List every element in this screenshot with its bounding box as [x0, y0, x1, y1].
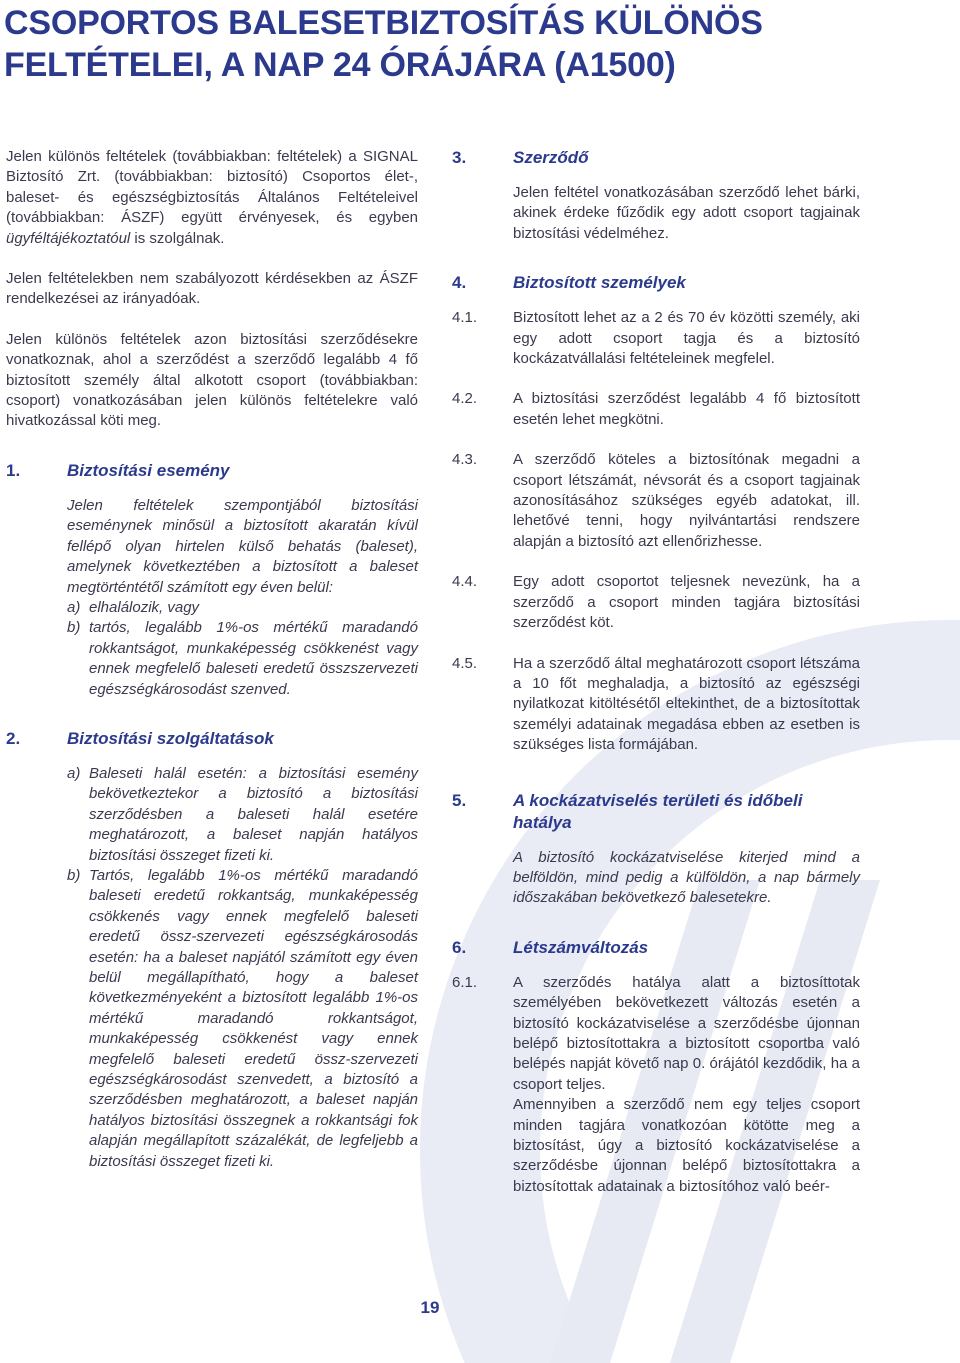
title-line-1: CSOPORTOS BALESETBIZTOSÍTÁS KÜLÖNÖS: [4, 4, 763, 42]
section-2-heading: 2. Biztosítási szolgáltatások: [6, 728, 274, 748]
section-1-body: Jelen feltételek szempontjából biztosítási eseménynek minősül a biztosított akaratán kívül fellépő olyan hirtelen külső behatás (baleset), amelynek következtében a biztosított a baleset megtörténtétől számított egy éven belül:: [67, 496, 418, 596]
section-2-item-b: b) Tartós, legalább 1%-os mértékű maradandó baleseti eredetű rokkantság, munkaképesség csökkenés vagy ennek megfelelő baleseti eredetű össz-szervezeti egészségkárosodás esetén: ha a baleset napjától számított egy éven belül megállapítható, hogy a baleset következményeként a biztosított legalább 1%-os mértékű maradandó rokkantságot, munkaképesség csökkenést vagy ennek megfelelő baleseti eredetű össz-szervezeti egészségkárosodást szenvedett, a biztosító a szerződésben meghatározott, a baleset napján hatályos biztosítási összegnek a rokkantsági fok alapján megállapított százalékát, de legfeljebb a biztosítási összeget fizeti ki.: [67, 866, 418, 1170]
section-4-item: 4.3. A szerződő köteles a biztosítónak megadni a csoport létszámát, névsorát és a csoport tagjainak azonosításához szükséges egyéb adatokat, ill. lehetővé tenni, hogy nyilvántartási rendszere alapján a biztosító azt ellenőrizhesse.: [452, 451, 860, 550]
right-column: [452, 147, 860, 1197]
section-6-paragraph-1: A szerződés hatálya alatt a biztosíttotak személyében bekövetkezett változás esetén a biztosító kockázatviselése a szerződésbe újonnan belépő biztosítottakra a biztosított csoportba való belépés napját követő nap 0. órájától kezdődik, ha a csoport teljes.: [513, 973, 860, 1093]
intro-paragraph-2: Jelen feltételekben nem szabályozott kérdésekben az ÁSZF rendelkezései az irányadóak.: [6, 270, 418, 308]
section-3-heading: 3. Szerződő: [452, 148, 589, 167]
section-5-heading: 5. A kockázatviselés területi és időbeli hatálya: [452, 790, 803, 832]
section-1-item-b: b) tartós, legalább 1%-os mértékű maradandó rokkantságot, munkaképesség csökkenést vagy ennek megfelelő baleseti eredetű összszervezeti egészségkárosodást szenved.: [67, 619, 418, 698]
section-4-item: 4.1. Biztosított lehet az a 2 és 70 év közötti személy, aki egy adott csoport tagja és a biztosító kockázatvállalási feltételeinek megfelel.: [452, 309, 860, 368]
section-4-item: 4.4. Egy adott csoportot teljesnek nevezünk, ha a szerződő a csoport minden tagjára biztosítási szerződést köt.: [452, 573, 860, 632]
section-6-paragraph-2: Amennyiben a szerződő nem egy teljes csoport minden tagjára vonatkozóan kötötte meg a biztosítást, úgy a biztosító kockázatviselése a szerződésbe újonnan belépő biztosítottakra a biztosítottak adatainak a biztosítóhoz való beér-: [513, 1096, 860, 1195]
document-title: [4, 2, 944, 86]
section-3-body: Jelen feltétel vonatkozásában szerződő lehet bárki, akinek érdeke fűződik egy adott csoport tagjainak biztosítási védelméhez.: [513, 184, 860, 242]
section-1-heading: 1. Biztosítási esemény: [6, 460, 230, 480]
section-4-heading: 4. Biztosított személyek: [452, 273, 686, 293]
section-6-item: 6.1. A szerződés hatálya alatt a biztosíttotak személyében bekövetkezett változás esetén a biztosító kockázatviselése a szerződésbe újonnan belépő biztosítottakra a biztosított csoportba való belépés napját követő nap 0. órájától kezdődik, ha a csoport teljes. Amennyiben a szerződő nem egy teljes csoport minden tagjára vonatkozóan kötötte meg a biztosítást, úgy a biztosító kockázatviselése a szerződésbe újonnan belépő biztosítottakra a biztosítottak adatainak a biztosítóhoz való beér-: [452, 973, 860, 1197]
section-4-item: 4.5. Ha a szerződő által meghatározott csoport létszáma a 10 főt meghaladja, a biztosító az egészségi nyilatkozat kitöltésétől eltekinthet, de a biztosítottak személyi adatainak megadása ebben az esetben is szükséges lista formájában.: [452, 654, 860, 754]
intro-paragraph-3: Jelen különös feltételek azon biztosítási szerződésekre vonatkoznak, ahol a szerződést a szerződő legalább 4 fő biztosított személy által alkotott csoport (továbbiakban: csoport) vonatkozásában jelen különös feltételekre való hivatkozással köti meg.: [6, 330, 418, 430]
title-line-2: FELTÉTELEI, A NAP 24 ÓRÁJÁRA (A1500): [4, 46, 676, 84]
section-5-body: A biztosító kockázatviselése kiterjed mind a belföldön, mind pedig a külföldön, a nap bármely időszakában bekövetkező balesetekre.: [513, 848, 860, 907]
section-1-item-a: a) elhalálozik, vagy: [67, 598, 200, 616]
left-column: [6, 147, 418, 1172]
section-4-item: 4.2. A biztosítási szerződést legalább 4 fő biztosított esetén lehet megkötni.: [452, 390, 860, 428]
intro-paragraph-1: Jelen különös feltételek (továbbiakban: feltételek) a SIGNAL Biztosító Zrt. (továbbiakban: biztosító) Csoportos élet-, baleset- és egészségbiztosítás Általános Feltételeivel (továbbiakban: ÁSZF) együtt érvényesek, és egyben ügyféltájékoztatóul is szolgálnak.: [6, 148, 418, 247]
section-2-item-a: a) Baleseti halál esetén: a biztosítási esemény bekövetkeztekor a biztosító a biztosítási szerződésben a baleseti halál esetére meghatározott, a baleset napján hatályos biztosítási összeget fizeti ki.: [67, 764, 418, 864]
page-number: 19: [420, 1298, 440, 1317]
section-6-heading: 6. Létszámváltozás: [452, 937, 649, 957]
